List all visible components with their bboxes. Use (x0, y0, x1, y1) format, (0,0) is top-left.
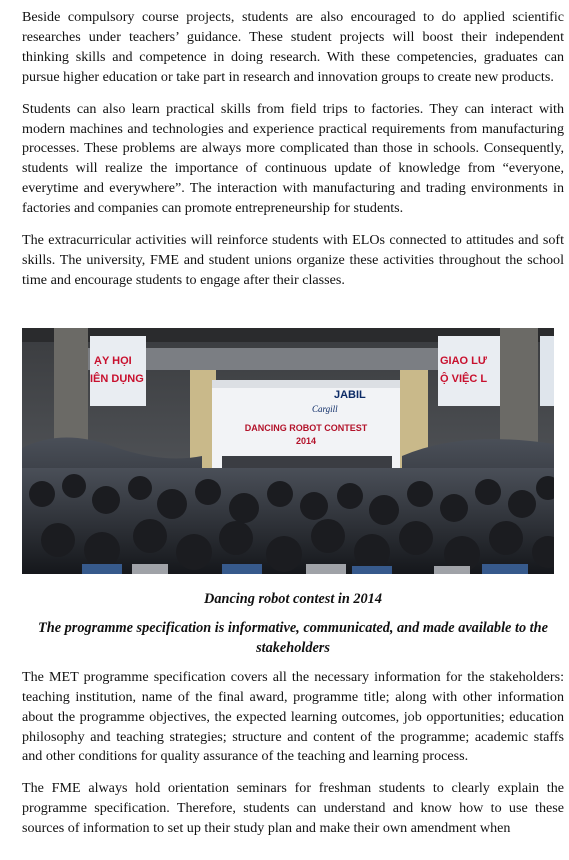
dancing-robot-contest-photo (22, 328, 554, 574)
document-page (22, 8, 564, 851)
banner-left-text-1: ẠY HỌI (94, 354, 132, 367)
paragraph-extracurricular: The extracurricular activities will reinforce students with ELOs connected to attitudes and soft skills. The university, FME and student unions organize these activities throughout the school time and encourage students to engage after their classes. (22, 232, 564, 288)
paragraph-programme-specification: The MET programme specification covers all the necessary information for the stakeholders: teaching institution, name of the final award, programme title; along with other information about the programme objectives, the expected learning outcomes, job opportunities; education philosophy and teaching strategies; structure and content of the programme; academic staffs and other conditions for quality assurance of the teaching and learning process. (22, 668, 564, 765)
stage-year: 2014 (295, 435, 317, 446)
paragraph-research: Beside compulsory course projects, students are also encouraged to do applied scientific researches under teachers’ guidance. These student projects will boost their independent thinking skills and competence in doing research. With these competencies, graduates can pursue higher education or take part in research and innovation groups to create new products. (22, 9, 564, 85)
sponsor-jabil: JABIL (334, 388, 366, 401)
banner-right-text-2: Ộ VIỆC L (440, 372, 488, 385)
paragraph-orientation-seminars: The FME always hold orientation seminars for freshman students to clearly explain the programme specification. Therefore, students can understand and know how to use these sources of information to set up their study plan and make their own amendment when (22, 780, 564, 837)
banner-left-text-2: IÊN DỤNG (90, 372, 144, 385)
stage-title: DANCING ROBOT CONTEST (244, 422, 368, 433)
banner-right-text-1: GIAO LƯ (440, 354, 488, 367)
sponsor-cargill: Cargill (312, 403, 338, 414)
photo-caption: Dancing robot contest in 2014 (204, 590, 382, 607)
paragraph-field-trips: Students can also learn practical skills from field trips to factories. They can interact with modern machines and technologies and experience practical requirements from manufacturing processes. These problems are always more complicated than those in schools. Consequently, students will realize the importance of continuous update of knowledge from “everyone, everytime and everywhere”. The interaction with manufacturing and trading environments in factories and companies can promote entrepreneurship for students. (22, 100, 564, 217)
section-subheading: The programme specification is informative, communicated, and made available to the stakeholders (38, 619, 548, 656)
